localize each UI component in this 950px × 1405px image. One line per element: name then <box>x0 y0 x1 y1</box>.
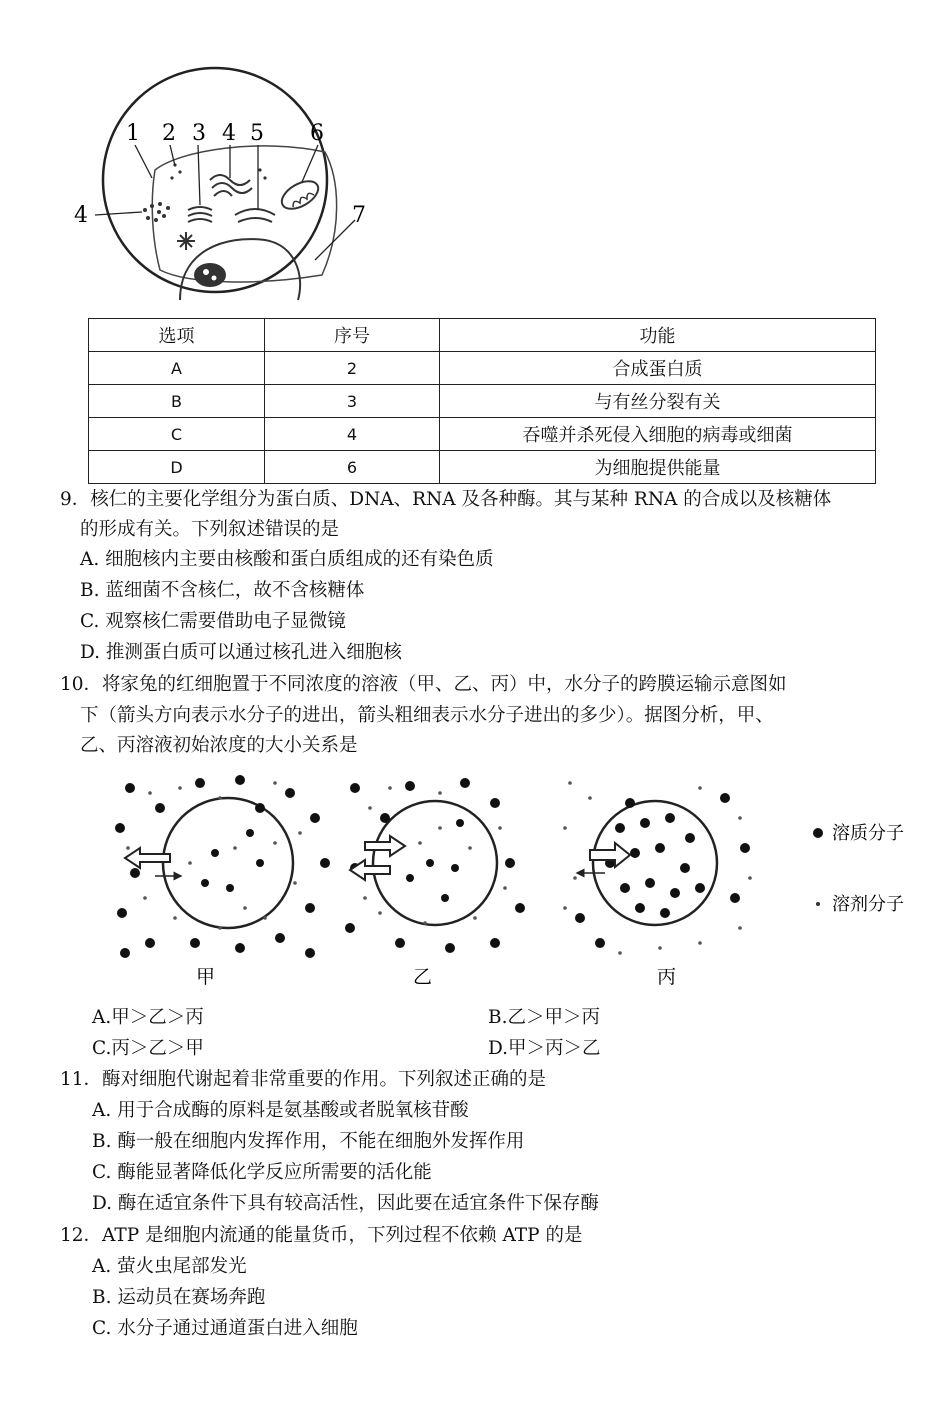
q12-stem: 12．ATP 是细胞内流通的能量货币，下列过程不依赖 ATP 的是 <box>60 1225 583 1246</box>
table-cell: 2 <box>265 352 440 385</box>
q10-stem-line1: 10．将家兔的红细胞置于不同浓度的溶液（甲、乙、丙）中，水分子的跨膜运输示意图如 <box>60 674 787 695</box>
table-cell: 合成蛋白质 <box>440 352 876 385</box>
q9-option-d: D. 推测蛋白质可以通过核孔进入细胞核 <box>80 642 402 663</box>
table-header-row <box>89 319 876 352</box>
q10-option-d: D.甲＞丙＞乙 <box>488 1038 601 1059</box>
q11-option-d: D. 酶在适宜条件下具有较高活性，因此要在适宜条件下保存酶 <box>92 1193 599 1214</box>
panel-bing <box>563 781 752 955</box>
q10-option-b: B.乙＞甲＞丙 <box>488 1007 600 1028</box>
table-cell: 为细胞提供能量 <box>440 451 876 484</box>
cell-label-5: 5 <box>250 121 264 146</box>
table-cell: 6 <box>265 451 440 484</box>
cell-label-6: 6 <box>310 121 324 146</box>
legend-solute-icon <box>813 828 823 838</box>
panel-label-yi: 乙 <box>413 966 433 988</box>
cell-label-7: 7 <box>352 203 366 228</box>
table-cell: A <box>89 352 265 385</box>
table-row <box>89 451 876 484</box>
table-cell: B <box>89 385 265 418</box>
q11-option-a: A. 用于合成酶的原料是氨基酸或者脱氧核苷酸 <box>92 1100 469 1121</box>
q10-stem-line2: 下（箭头方向表示水分子的进出，箭头粗细表示水分子进出的多少）。据图分析，甲、 <box>80 705 774 726</box>
table-row <box>89 352 876 385</box>
table-cell: D <box>89 451 265 484</box>
cell-label-1: 1 <box>126 121 140 146</box>
cell-label-2: 2 <box>162 121 176 146</box>
q9-stem-line1: 9．核仁的主要化学组分为蛋白质、DNA、RNA 及各种酶。其与某种 RNA 的合成以及核糖体 <box>60 489 832 510</box>
table-header: 序号 <box>265 319 440 352</box>
q11-stem: 11．酶对细胞代谢起着非常重要的作用。下列叙述正确的是 <box>60 1069 547 1090</box>
table-header: 选项 <box>89 319 265 352</box>
q10-option-c: C.丙＞乙＞甲 <box>92 1038 204 1059</box>
cell-label-4-left: 4 <box>74 203 88 228</box>
panel-label-jia: 甲 <box>196 966 216 988</box>
options-table <box>88 318 876 484</box>
cell-label-3: 3 <box>192 121 206 146</box>
table-cell: 4 <box>265 418 440 451</box>
table-cell: 吞噬并杀死侵入细胞的病毒或细菌 <box>440 418 876 451</box>
q9-option-b: B. 蓝细菌不含核仁，故不含核糖体 <box>80 580 365 601</box>
q10-stem-line3: 乙、丙溶液初始浓度的大小关系是 <box>80 735 358 756</box>
osmosis-diagram <box>100 768 930 998</box>
panel-label-bing: 丙 <box>657 966 677 988</box>
panel-yi <box>345 778 525 953</box>
q9-option-a: A. 细胞核内主要由核酸和蛋白质组成的还有染色质 <box>80 549 494 570</box>
table-cell: C <box>89 418 265 451</box>
table-header: 功能 <box>440 319 876 352</box>
table-row <box>89 418 876 451</box>
table-cell: 3 <box>265 385 440 418</box>
legend-solvent-label: 溶剂分子 <box>832 894 904 915</box>
q11-option-c: C. 酶能显著降低化学反应所需要的活化能 <box>92 1162 432 1183</box>
legend-solvent-icon <box>816 902 820 906</box>
table-cell: 与有丝分裂有关 <box>440 385 876 418</box>
legend <box>813 823 904 915</box>
q12-option-c: C. 水分子通过通道蛋白进入细胞 <box>92 1318 358 1339</box>
table-row <box>89 385 876 418</box>
q12-option-a: A. 萤火虫尾部发光 <box>92 1256 247 1277</box>
q9-option-c: C. 观察核仁需要借助电子显微镜 <box>80 611 346 632</box>
q9-stem-line2: 的形成有关。下列叙述错误的是 <box>80 519 340 540</box>
q12-option-b: B. 运动员在赛场奔跑 <box>92 1287 266 1308</box>
panel-jia <box>115 775 330 958</box>
legend-solute-label: 溶质分子 <box>832 823 904 844</box>
q11-option-b: B. 酶一般在细胞内发挥作用，不能在细胞外发挥作用 <box>92 1131 525 1152</box>
cell-diagram <box>60 60 390 310</box>
q10-option-a: A.甲＞乙＞丙 <box>92 1007 204 1028</box>
cell-label-4-top: 4 <box>222 121 236 146</box>
